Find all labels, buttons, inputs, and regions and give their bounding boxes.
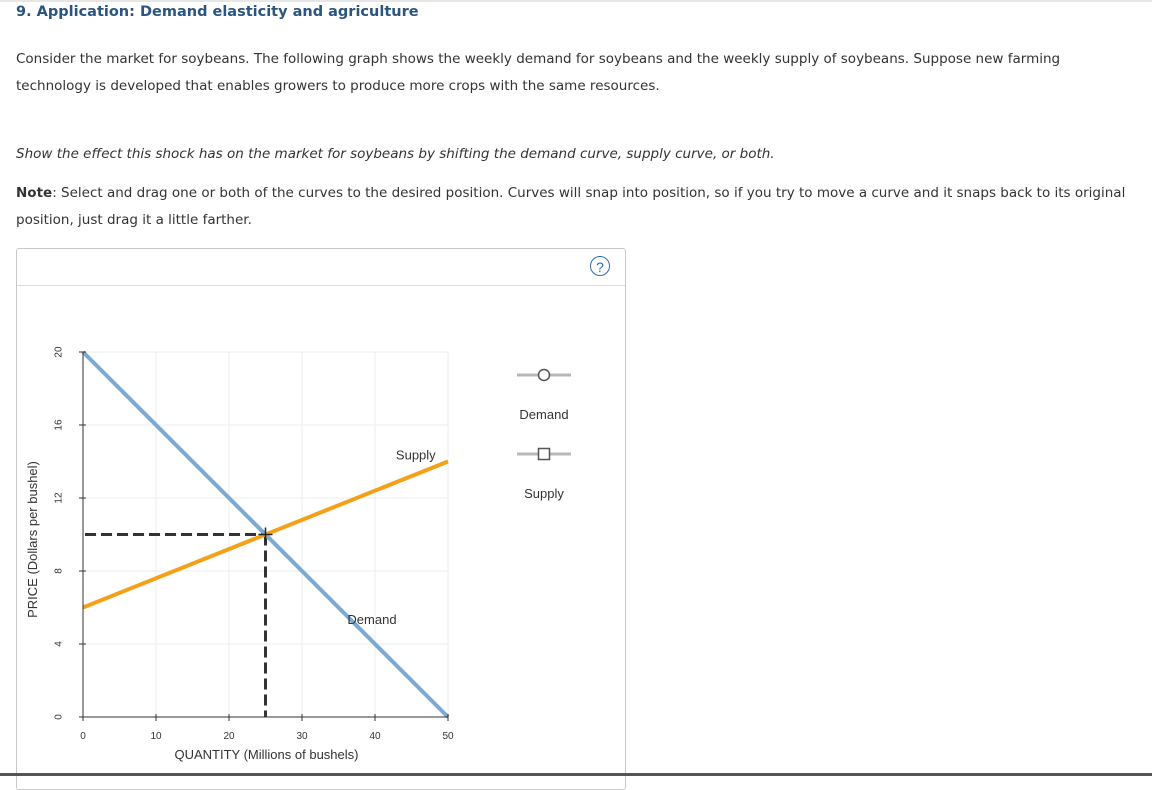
x-tick-label: 40 bbox=[369, 731, 381, 742]
chart-axes bbox=[25, 346, 454, 762]
note-label: Note bbox=[16, 185, 53, 201]
equilibrium-guides bbox=[85, 535, 266, 718]
curve-legend bbox=[517, 370, 571, 502]
y-axis-title: PRICE (Dollars per bushel) bbox=[25, 461, 40, 618]
legend-demand-label: Demand bbox=[519, 407, 569, 422]
y-tick-label: 0 bbox=[53, 714, 65, 720]
y-tick-label: 20 bbox=[53, 346, 65, 358]
help-icon[interactable]: ? bbox=[590, 256, 610, 276]
x-tick-label: 20 bbox=[223, 731, 235, 742]
demand-curve-label: Demand bbox=[347, 611, 397, 627]
note-text: : Select and drag one or both of the curves to the desired position. Curves will snap into position, so if you try to move a curve and it snaps back to its original position, just drag it a little farther. bbox=[16, 185, 1126, 228]
demand-tool-circle-icon[interactable] bbox=[539, 370, 550, 381]
x-axis-title: QUANTITY (Millions of bushels) bbox=[174, 747, 359, 762]
question-instruction: Show the effect this shock has on the market for soybeans by shifting the demand curve, supply curve, or both. bbox=[16, 146, 775, 162]
question-title: 9. Application: Demand elasticity and agriculture bbox=[16, 4, 419, 20]
y-tick-label: 8 bbox=[53, 568, 65, 574]
legend-supply-label: Supply bbox=[524, 486, 564, 501]
y-tick-label: 16 bbox=[53, 419, 65, 431]
x-tick-label: 30 bbox=[296, 731, 308, 742]
x-tick-label: 0 bbox=[80, 731, 86, 742]
x-tick-label: 10 bbox=[150, 731, 162, 742]
y-tick-label: 4 bbox=[53, 641, 65, 647]
x-tick-label: 50 bbox=[442, 731, 454, 742]
supply-tool-square-icon[interactable] bbox=[539, 449, 550, 460]
y-tick-label: 12 bbox=[53, 492, 65, 504]
supply-curve-label: Supply bbox=[395, 447, 436, 463]
question-intro: Consider the market for soybeans. The following graph shows the weekly demand for soybeans and the weekly supply of soybeans. Suppose new farming technology is developed that enables growers to produce more crops with the same resources. bbox=[16, 51, 1061, 94]
